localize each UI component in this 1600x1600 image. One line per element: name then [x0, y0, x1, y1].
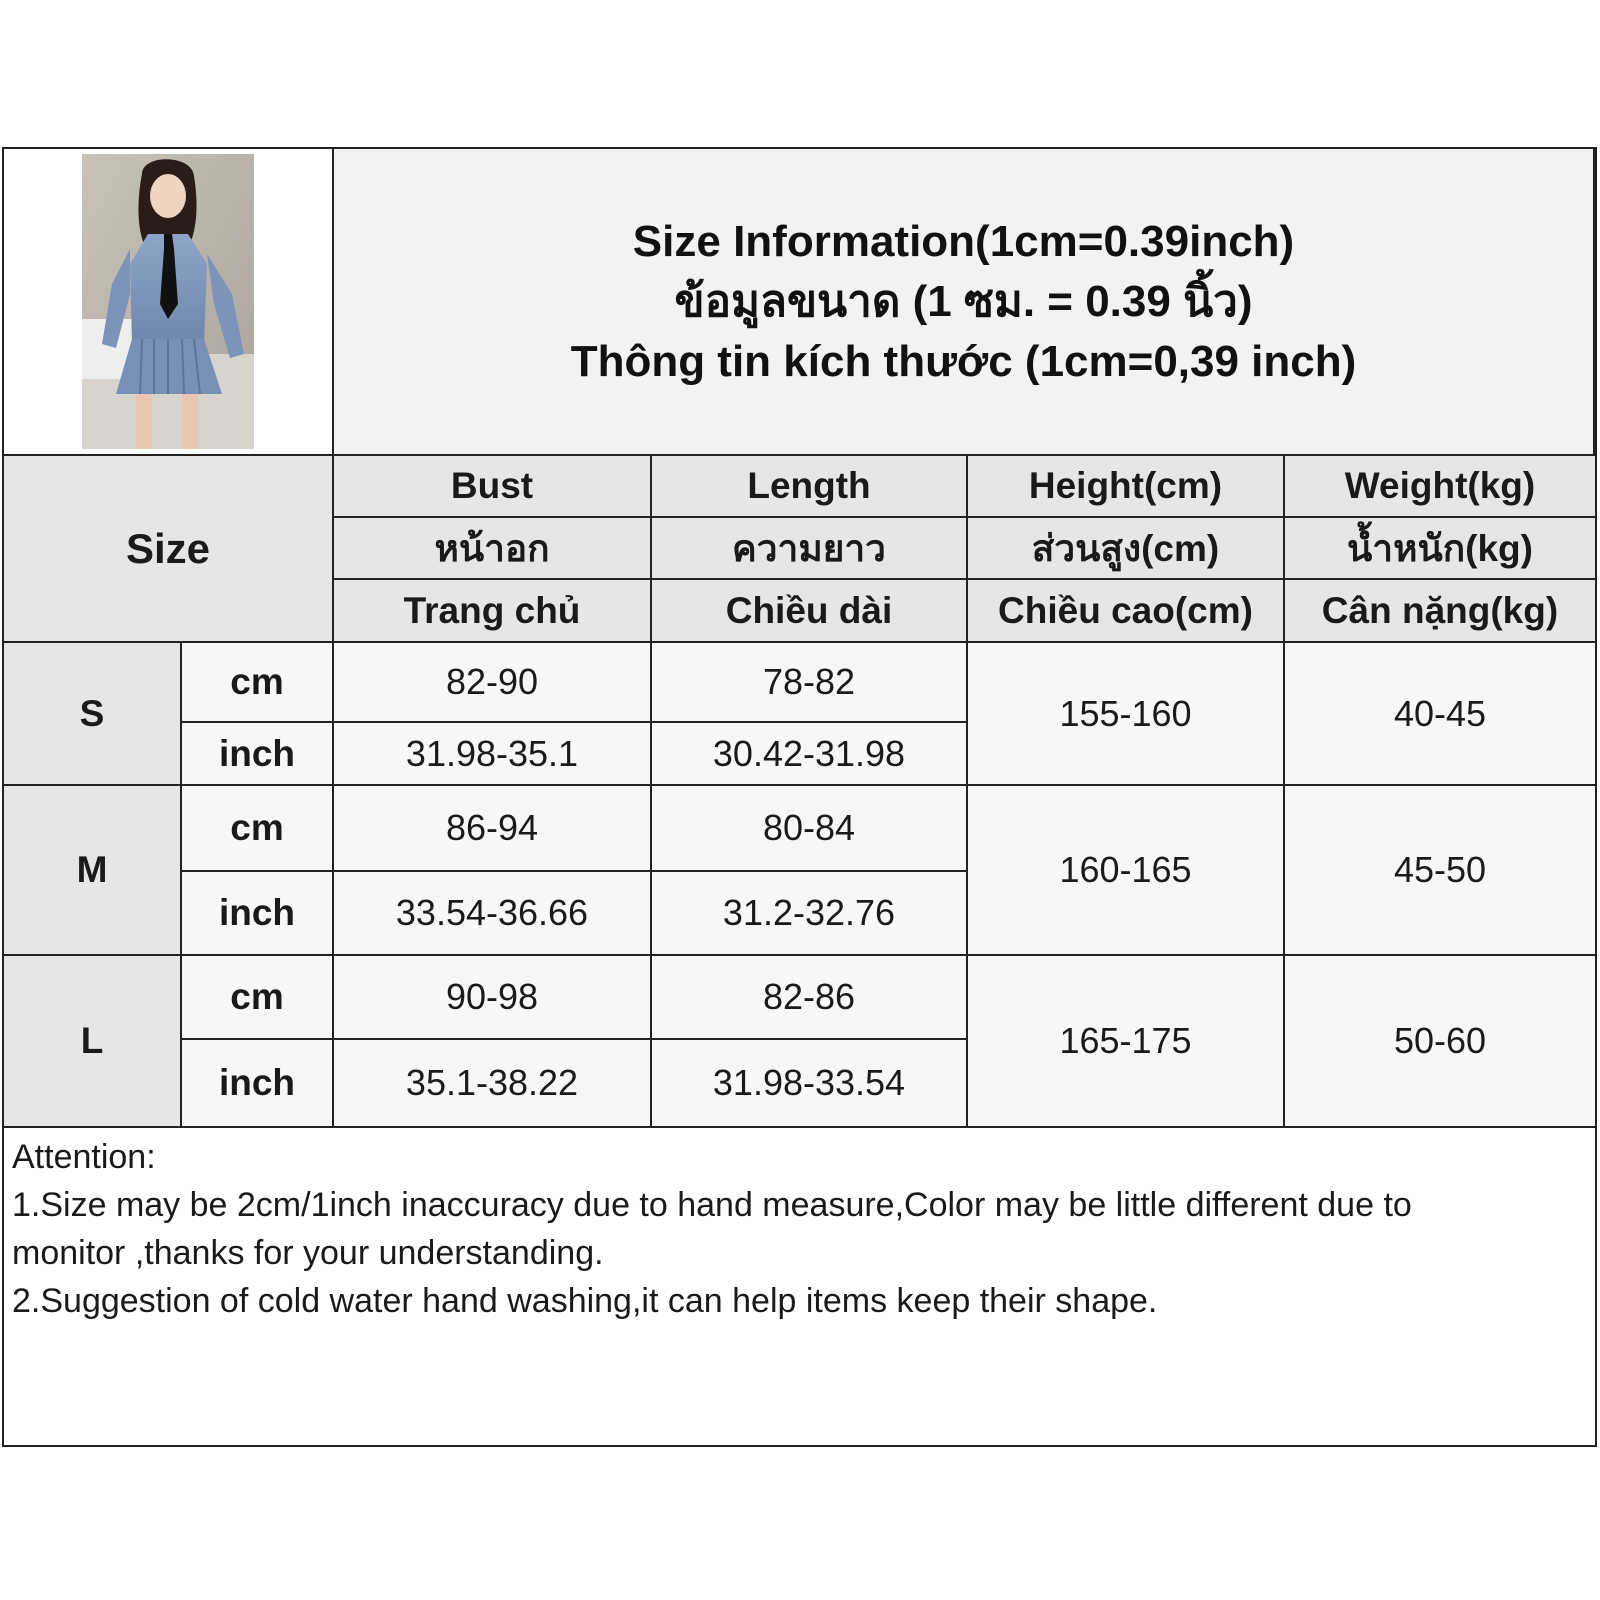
size-l-label: L	[4, 956, 182, 1128]
size-m-weight: 45-50	[1285, 786, 1595, 956]
weight-header-en: Weight(kg)	[1285, 456, 1595, 518]
size-l-bust-cm: 90-98	[334, 956, 652, 1040]
size-m-bust-inch: 33.54-36.66	[334, 872, 652, 956]
bust-header-vi: Trang chủ	[334, 580, 652, 643]
size-l-bust-inch: 35.1-38.22	[334, 1040, 652, 1128]
size-l-height: 165-175	[968, 956, 1285, 1128]
size-header-label: Size	[125, 524, 211, 572]
size-m-label: M	[4, 786, 182, 956]
bust-header-en: Bust	[334, 456, 652, 518]
title-cell	[334, 149, 1595, 456]
height-header-vi: Chiều cao(cm)	[968, 580, 1285, 643]
product-photo-cell	[4, 149, 334, 456]
title-english: Size Information(1cm=0.39inch)	[632, 216, 1295, 266]
size-l-unit-cm: cm	[182, 956, 334, 1040]
size-s-unit-inch: inch	[182, 723, 334, 786]
size-l-length-inch: 31.98-33.54	[652, 1040, 968, 1128]
size-chart	[2, 147, 1597, 1447]
weight-header-th: น้ำหนัก(kg)	[1285, 518, 1595, 580]
length-header-th: ความยาว	[652, 518, 968, 580]
size-l-weight: 50-60	[1285, 956, 1595, 1128]
size-l-length-cm: 82-86	[652, 956, 968, 1040]
size-m-height: 160-165	[968, 786, 1285, 956]
attention-notes	[4, 1128, 1595, 1445]
size-s-bust-cm: 82-90	[334, 643, 652, 723]
size-m-unit-inch: inch	[182, 872, 334, 956]
length-header-vi: Chiều dài	[652, 580, 968, 643]
notes-heading: Attention:	[12, 1138, 156, 1176]
size-s-unit-cm: cm	[182, 643, 334, 723]
size-s-bust-inch: 31.98-35.1	[334, 723, 652, 786]
title-vietnamese: Thông tin kích thước (1cm=0,39 inch)	[570, 336, 1357, 386]
size-m-bust-cm: 86-94	[334, 786, 652, 872]
size-s-length-cm: 78-82	[652, 643, 968, 723]
size-s-label: S	[4, 643, 182, 786]
size-header	[4, 456, 334, 643]
title-thai: ข้อมูลขนาด (1 ซม. = 0.39 นิ้ว)	[674, 276, 1253, 326]
product-photo	[82, 154, 254, 449]
size-s-height: 155-160	[968, 643, 1285, 786]
size-l-unit-inch: inch	[182, 1040, 334, 1128]
bust-header-th: หน้าอก	[334, 518, 652, 580]
size-m-length-inch: 31.2-32.76	[652, 872, 968, 956]
length-header-en: Length	[652, 456, 968, 518]
size-m-unit-cm: cm	[182, 786, 334, 872]
height-header-th: ส่วนสูง(cm)	[968, 518, 1285, 580]
weight-header-vi: Cân nặng(kg)	[1285, 580, 1595, 643]
notes-line-3: 2.Suggestion of cold water hand washing,it can help items keep their shape.	[12, 1282, 1158, 1320]
height-header-en: Height(cm)	[968, 456, 1285, 518]
size-m-length-cm: 80-84	[652, 786, 968, 872]
size-s-weight: 40-45	[1285, 643, 1595, 786]
size-s-length-inch: 30.42-31.98	[652, 723, 968, 786]
notes-line-2: monitor ,thanks for your understanding.	[12, 1234, 604, 1272]
notes-line-1: 1.Size may be 2cm/1inch inaccuracy due to hand measure,Color may be little different due to	[12, 1186, 1412, 1224]
